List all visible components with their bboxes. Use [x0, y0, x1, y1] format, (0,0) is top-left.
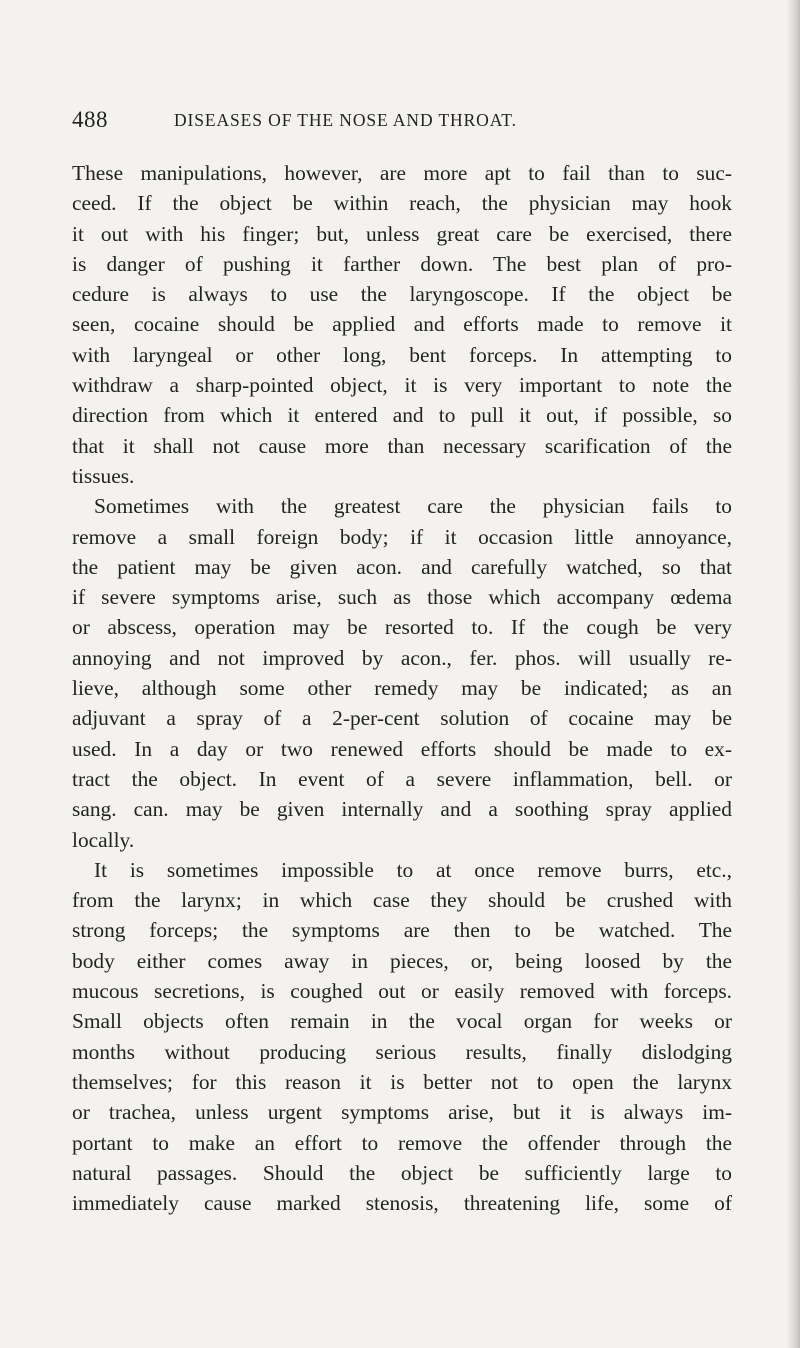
text-line: direction from which it entered and to pull it out, if possible, so: [72, 403, 732, 428]
body-text: [72, 158, 732, 1218]
text-line: withdraw a sharp-pointed object, it is very important to note the: [72, 373, 732, 398]
text-line: portant to make an effort to remove the offender through the: [72, 1130, 732, 1155]
text-line: Small objects often remain in the vocal organ for weeks or: [72, 1009, 732, 1034]
text-line: or abscess, operation may be resorted to. If the cough be very: [72, 615, 732, 640]
text-line: mucous secretions, is coughed out or easily removed with forceps.: [72, 979, 732, 1004]
text-line: body either comes away in pieces, or, being loosed by the: [72, 948, 732, 973]
text-line: the patient may be given acon. and carefully watched, so that: [72, 554, 732, 579]
text-line: months without producing serious results, finally dislodging: [72, 1039, 732, 1064]
text-line: immediately cause marked stenosis, threatening life, some of: [72, 1191, 732, 1216]
paragraph: [72, 855, 732, 1219]
text-line: ceed. If the object be within reach, the physician may hook: [72, 191, 732, 216]
page-edge-shadow: [786, 0, 800, 1348]
text-line: or trachea, unless urgent symptoms arise, but it is always im-: [72, 1100, 732, 1125]
text-line: is danger of pushing it farther down. The best plan of pro-: [72, 251, 732, 276]
text-line: Sometimes with the greatest care the physician fails to: [94, 494, 732, 519]
text-line: These manipulations, however, are more apt to fail than to suc-: [72, 161, 732, 185]
text-line: natural passages. Should the object be sufficiently large to: [72, 1160, 732, 1185]
text-line: with laryngeal or other long, bent forceps. In attempting to: [72, 342, 732, 367]
text-line: seen, cocaine should be applied and efforts made to remove it: [72, 312, 732, 337]
text-line: if severe symptoms arise, such as those which accompany œdema: [72, 585, 732, 610]
text-line: annoying and not improved by acon., fer. phos. will usually re-: [72, 645, 732, 670]
text-line: it out with his finger; but, unless great care be exercised, there: [72, 221, 732, 246]
text-line: adjuvant a spray of a 2-per-cent solution of cocaine may be: [72, 706, 732, 731]
page-number: 488: [72, 107, 108, 132]
running-title: DISEASES OF THE NOSE AND THROAT.: [174, 110, 517, 130]
text-line: from the larynx; in which case they should be crushed with: [72, 888, 732, 913]
paragraph: [72, 158, 732, 491]
text-line: tissues.: [72, 463, 135, 488]
text-line: used. In a day or two renewed efforts should be made to ex-: [72, 736, 732, 761]
text-line: strong forceps; the symptoms are then to be watched. The: [72, 918, 732, 943]
text-line: locally.: [72, 827, 135, 852]
text-line: sang. can. may be given internally and a soothing spray applied: [72, 797, 732, 822]
text-line: tract the object. In event of a severe inflammation, bell. or: [72, 766, 732, 791]
text-line: that it shall not cause more than necessary scarification of the: [72, 433, 732, 458]
running-head: [72, 107, 732, 137]
text-line: themselves; for this reason it is better not to open the larynx: [72, 1069, 732, 1094]
text-line: It is sometimes impossible to at once remove burrs, etc.,: [94, 857, 732, 882]
paragraph: [72, 491, 732, 855]
text-line: lieve, although some other remedy may be indicated; as an: [72, 676, 732, 701]
text-line: cedure is always to use the laryngoscope. If the object be: [72, 282, 732, 307]
text-line: remove a small foreign body; if it occasion little annoyance,: [72, 524, 732, 549]
